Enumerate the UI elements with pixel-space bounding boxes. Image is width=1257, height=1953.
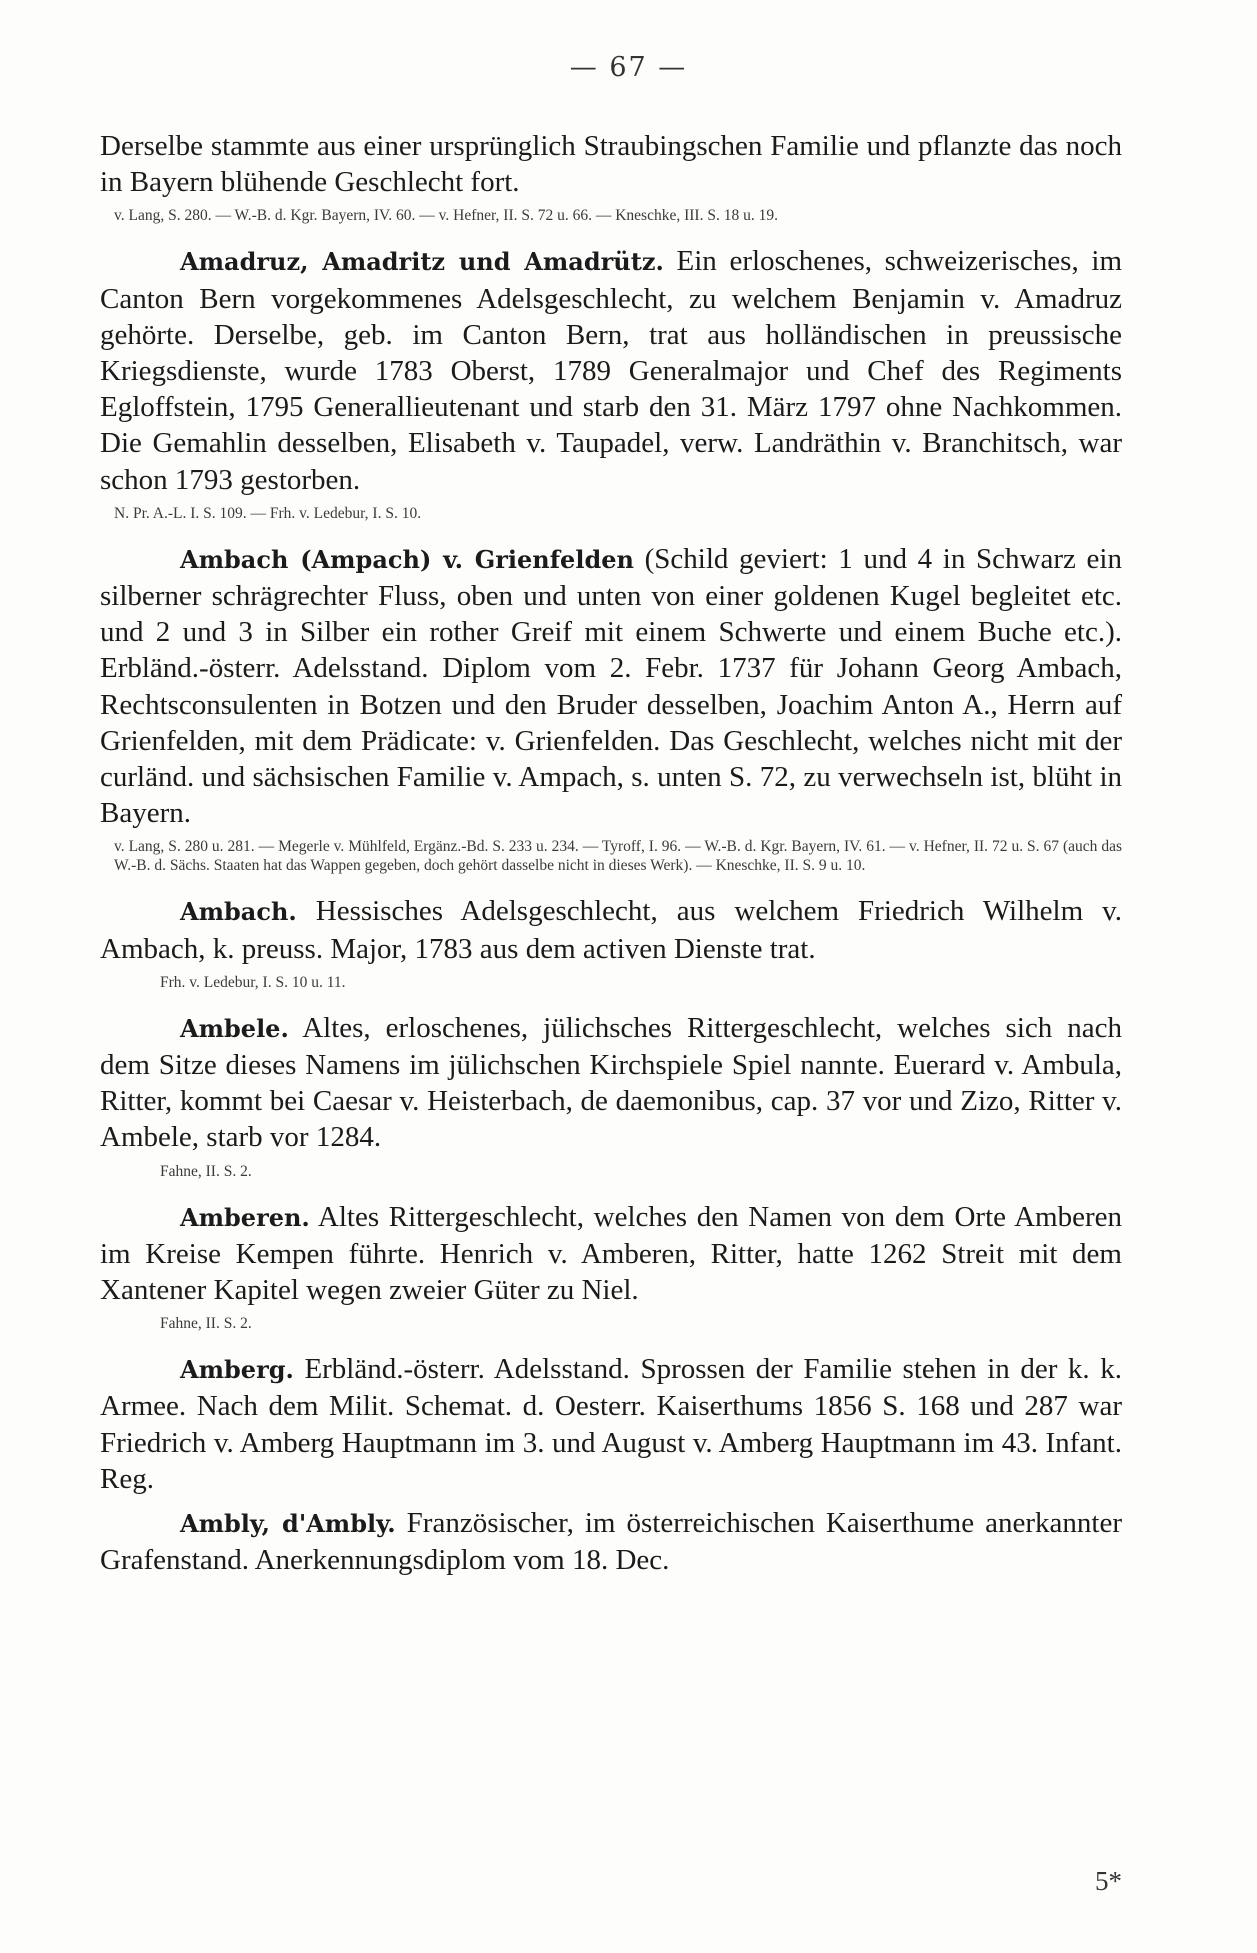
continuation-paragraph: Derselbe stammte aus einer ursprünglich Straubingschen Familie und pflanzte das noch in Bayern blühende Geschlecht fort. (100, 130, 1122, 199)
page-body (100, 128, 1122, 1579)
entry-heading: Ambly, d'Ambly. (180, 1509, 396, 1539)
entry-ambly (100, 1505, 1122, 1578)
entry-heading: Ambach. (180, 897, 297, 927)
signature-mark: 5* (1095, 1866, 1122, 1896)
entry-heading: Amadruz, Amadritz und Amadrütz. (180, 247, 664, 277)
entry-reference: Fahne, II. S. 2. (160, 1315, 252, 1333)
entry-ambach (100, 893, 1122, 966)
entry-amberen (100, 1199, 1122, 1309)
continuation-reference: v. Lang, S. 280. — W.-B. d. Kgr. Bayern, IV. 60. — v. Hefner, II. S. 72 u. 66. — Kneschke, III. S. 18 u. 19. (114, 207, 778, 225)
entry-amberg (100, 1351, 1122, 1497)
entry-text: (Schild geviert: 1 und 4 in Schwarz ein silberner schrägrechter Fluss, oben und unten von einer goldenen Kugel begleitet etc. und 2 und 3 in Silber ein rother Greif mit einem Schwerte und einem Buche etc.). Erbländ.-österr. Adelsstand. Diplom vom 2. Febr. 1737 für Johann Georg Ambach, Rechtsconsulenten in Botzen und den Bruder desselben, Joachim Anton A., Herrn auf Grienfelden, mit dem Prädicate: v. Grienfelden. Das Geschlecht, welches nicht mit der curländ. und sächsischen Familie v. Ampach, s. unten S. 72, zu verwechseln ist, blüht in Bayern. (100, 542, 1122, 830)
entry-amadruz (100, 243, 1122, 497)
entry-reference: N. Pr. A.-L. I. S. 109. — Frh. v. Ledebur, I. S. 10. (114, 504, 422, 522)
entry-reference: v. Lang, S. 280 u. 281. — Megerle v. Mühlfeld, Ergänz.-Bd. S. 233 u. 234. — Tyroff, I. 96. — W.-B. d. Kgr. Bayern, IV. 61. — v. Hefner, II. 72 u. S. 67 (auch das W.-B. d. Sächs. Staaten hat das Wappen gegeben, doch gehört dasselbe nicht in dieses Werk). — Kneschke, II. S. 9 u. 10. (114, 838, 1122, 875)
entry-text: Französischer, im österreichischen Kaiserthume anerkannter Grafenstand. Anerkennungsdiplom vom 18. Dec. (100, 1507, 1122, 1577)
entry-heading: Amberen. (180, 1202, 310, 1232)
entry-reference: Frh. v. Ledebur, I. S. 10 u. 11. (160, 973, 346, 991)
entry-text: Erbländ.-österr. Adelsstand. Sprossen der Familie stehen in der k. k. Armee. Nach dem Milit. Schemat. d. Oesterr. Kaiserthums 1856 S. 168 und 287 war Friedrich v. Amberg Hauptmann im 3. und August v. Amberg Hauptmann im 43. Infant. Reg. (100, 1353, 1123, 1495)
entry-text: Altes Rittergeschlecht, welches den Namen von dem Orte Amberen im Kreise Kempen führte. Henrich v. Amberen, Ritter, hatte 1262 Streit mit dem Xantener Kapitel wegen zweier Güter zu Niel. (100, 1200, 1122, 1307)
entry-reference: Fahne, II. S. 2. (160, 1162, 252, 1180)
entry-text: Altes, erloschenes, jülichsches Rittergeschlecht, welches sich nach dem Sitze dieses Namens im jülichschen Kirchspiele Spiel nannte. Euerard v. Ambula, Ritter, kommt bei Caesar v. Heisterbach, de daemonibus, cap. 37 vor und Zizo, Ritter v. Ambele, starb vor 1284. (100, 1011, 1122, 1154)
page-number: — 67 — (569, 52, 688, 83)
entry-ambach-grienfelden (100, 541, 1122, 832)
entry-text: Hessisches Adelsgeschlecht, aus welchem Friedrich Wilhelm v. Ambach, k. preuss. Major, 1783 aus dem activen Dienste trat. (100, 895, 1122, 965)
entry-ambele (100, 1010, 1122, 1156)
entry-heading: Ambach (Ampach) v. Grienfelden (180, 544, 634, 574)
entry-heading: Ambele. (180, 1013, 289, 1043)
entry-text: Ein erloschenes, schweizerisches, im Canton Bern vorgekommenes Adelsgeschlecht, zu welchem Benjamin v. Amadruz gehörte. Derselbe, geb. im Canton Bern, trat aus holländischen in preussische Kriegsdienste, wurde 1783 Oberst, 1789 Generalmajor und Chef des Regiments Egloffstein, 1795 Generallieutenant und starb den 31. März 1797 ohne Nachkommen. Die Gemahlin desselben, Elisabeth v. Taupadel, verw. Landräthin v. Branchitsch, war schon 1793 gestorben. (100, 245, 1123, 496)
entry-heading: Amberg. (180, 1355, 294, 1385)
